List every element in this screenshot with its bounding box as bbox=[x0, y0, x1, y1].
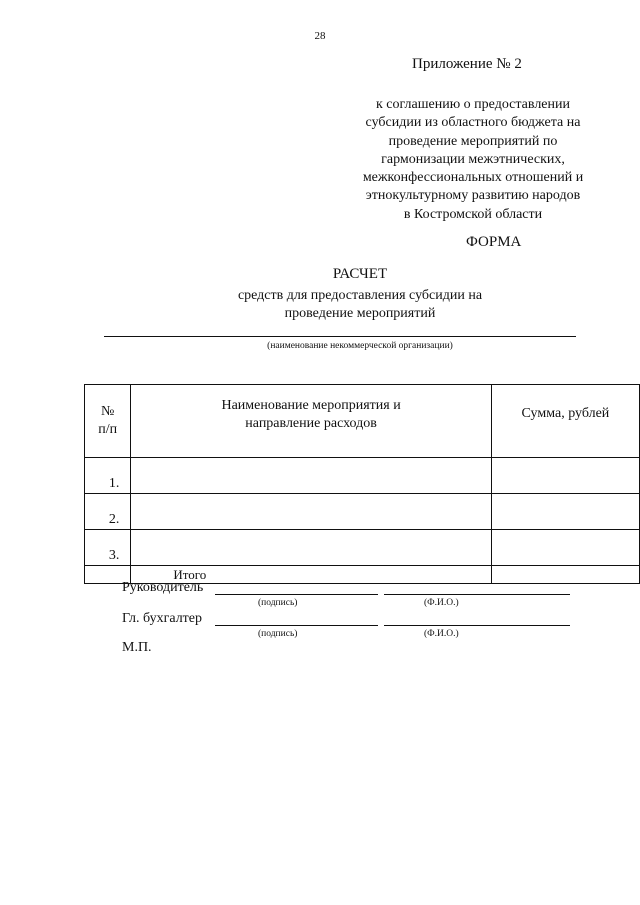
seal-label: М.П. bbox=[122, 640, 152, 655]
row-event-name-cell[interactable] bbox=[131, 494, 492, 530]
row-amount-cell[interactable] bbox=[491, 494, 639, 530]
accountant-name-line[interactable] bbox=[384, 625, 570, 626]
accountant-signature-caption: (подпись) bbox=[258, 629, 298, 639]
agreement-line: к соглашению о предоставлении bbox=[376, 97, 570, 112]
header-number: № п/п bbox=[85, 385, 131, 458]
agreement-line: в Костромской области bbox=[403, 206, 543, 222]
calculation-subtitle-line: средств для предоставления субсидии на bbox=[237, 288, 483, 303]
row-event-name-cell[interactable] bbox=[131, 530, 492, 566]
page-number: 28 bbox=[314, 30, 326, 42]
row-number: 2. bbox=[85, 494, 131, 530]
header-event-name: Наименование мероприятия и направление расходов bbox=[131, 385, 492, 458]
calculation-title: РАСЧЕТ bbox=[332, 266, 388, 282]
organization-name-caption: (наименование некоммерческой организации) bbox=[267, 341, 453, 351]
accountant-signature-line[interactable] bbox=[215, 625, 378, 626]
head-name-caption: (Ф.И.О.) bbox=[424, 598, 459, 608]
head-name-line[interactable] bbox=[384, 594, 570, 595]
head-signature-caption: (подпись) bbox=[258, 598, 298, 608]
row-amount-cell[interactable] bbox=[491, 458, 639, 494]
table-row bbox=[85, 458, 640, 494]
row-amount-cell[interactable] bbox=[491, 530, 639, 566]
row-event-name-cell[interactable] bbox=[131, 458, 492, 494]
accountant-name-caption: (Ф.И.О.) bbox=[424, 629, 459, 639]
agreement-line: гармонизации межэтнических, bbox=[381, 151, 565, 167]
head-label: Руководитель bbox=[122, 580, 204, 595]
agreement-line: проведение мероприятий по bbox=[388, 133, 558, 149]
head-signature-line[interactable] bbox=[215, 594, 378, 595]
agreement-line: этнокультурному развитию народов bbox=[365, 188, 581, 204]
form-label: ФОРМА bbox=[466, 234, 522, 250]
calculation-subtitle-line: проведение мероприятий bbox=[284, 306, 436, 321]
organization-name-line[interactable] bbox=[104, 336, 576, 337]
header-amount: Сумма, рублей bbox=[491, 385, 639, 458]
table-header-row bbox=[85, 385, 640, 458]
agreement-reference bbox=[338, 96, 608, 224]
row-number: 1. bbox=[85, 458, 131, 494]
agreement-line: межконфессиональных отношений и bbox=[362, 170, 584, 186]
calculation-subtitle bbox=[0, 287, 640, 323]
row-number: 3. bbox=[85, 530, 131, 566]
appendix-title: Приложение № 2 bbox=[412, 56, 522, 72]
total-label: Итого bbox=[131, 566, 492, 584]
expense-table bbox=[84, 384, 640, 584]
agreement-line: субсидии из областного бюджета на bbox=[365, 115, 581, 131]
total-amount-cell[interactable] bbox=[491, 566, 639, 584]
table-row bbox=[85, 494, 640, 530]
accountant-label: Гл. бухгалтер bbox=[122, 611, 203, 626]
table-row bbox=[85, 530, 640, 566]
